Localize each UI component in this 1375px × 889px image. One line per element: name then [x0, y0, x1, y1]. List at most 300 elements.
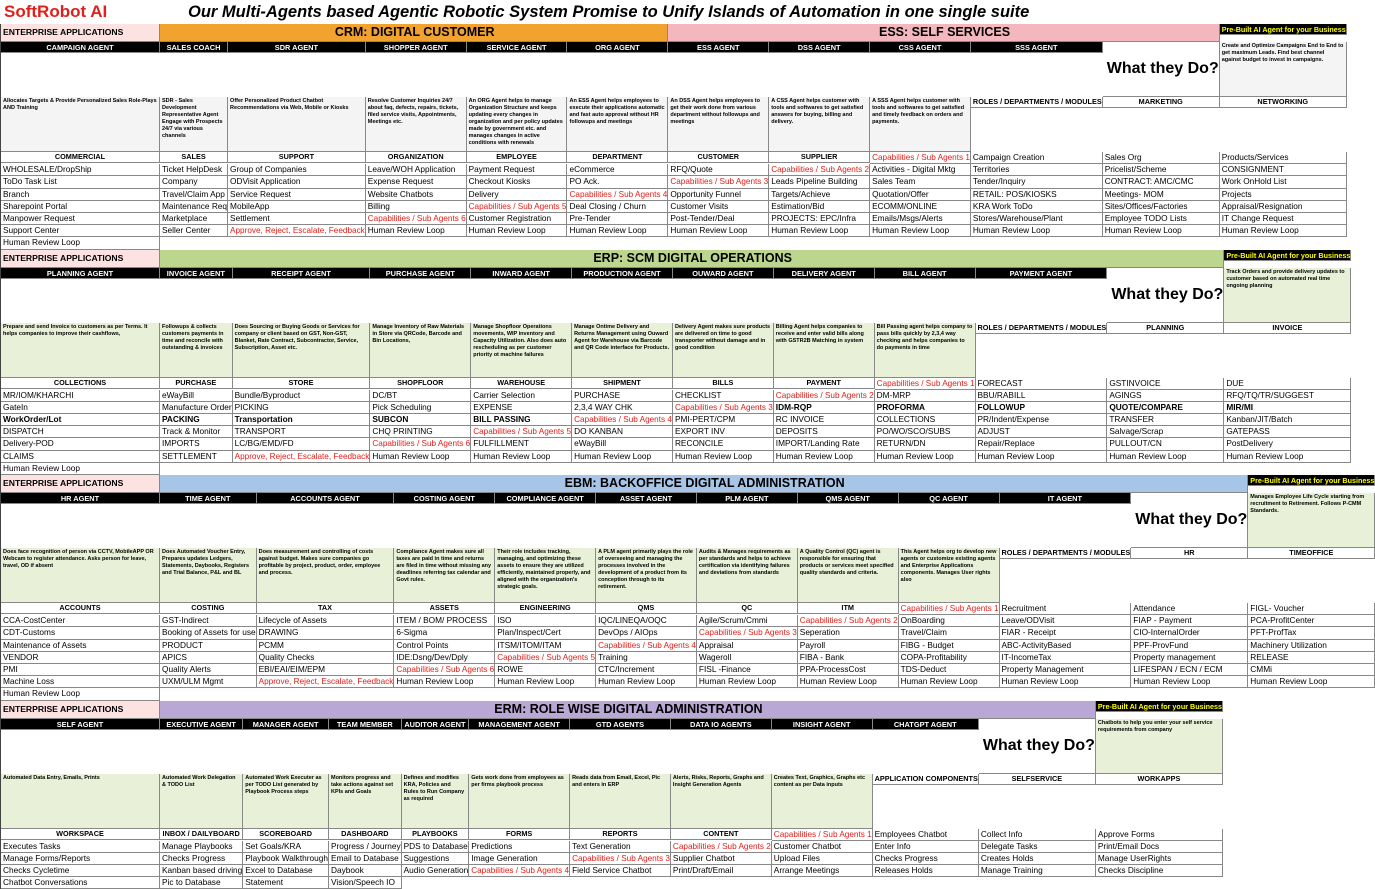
capability-cell: DISPATCH: [1, 426, 160, 438]
capability-cell: Human Review Loop: [572, 451, 673, 463]
role-header: MARKETING: [1103, 97, 1220, 108]
capability-cell: Pricelist/Scheme: [1103, 164, 1220, 176]
capability-cell: RETURN/DN: [875, 438, 976, 450]
capability-cell: Human Review Loop: [697, 676, 798, 688]
what-they-do-label: What they Do?: [1107, 268, 1224, 323]
role-header: WORKSPACE: [1, 829, 160, 840]
capability-cell: Progress / Journey: [329, 841, 402, 853]
capability-cell: Vision/Speech IO: [329, 877, 402, 889]
section-1: [0, 250, 1222, 476]
capability-cell: PostDelivery: [1224, 438, 1351, 450]
prebuilt-label: Pre-Built AI Agent for your Business: [1220, 24, 1347, 35]
agent-header: ESS AGENT: [668, 42, 769, 53]
capability-cell: Leads Pipeline Building: [769, 176, 870, 188]
capability-cell: Human Review Loop: [1224, 451, 1351, 463]
agent-header: PURCHASE AGENT: [370, 268, 471, 279]
capability-cell: Email to Database: [329, 853, 402, 865]
agent-header: DSS AGENT: [769, 42, 870, 53]
capability-cell: Payment Request: [467, 164, 568, 176]
capability-cell: Chatbot Conversations: [1, 877, 160, 889]
capability-cell: Lifecycle of Assets: [257, 615, 395, 627]
capability-label: Capabilities / Sub Agents 2: [774, 390, 875, 402]
capability-cell: PO/WO/SCO/SUBS: [875, 426, 976, 438]
capability-cell: Checkout Kiosks: [467, 176, 568, 188]
role-header: WORKAPPS: [1096, 774, 1223, 785]
role-header: ORGANIZATION: [366, 152, 467, 163]
capability-cell: Booking of Assets for use: [160, 627, 257, 639]
agent-description: Gets work done from employees as per firms playbook process: [469, 774, 570, 829]
capability-cell: OnBoarding: [899, 615, 1000, 627]
capability-cell: Deal Closing / Churn: [567, 201, 668, 213]
agent-description: Chatbots to help you enter your self service requirements from company: [1096, 719, 1223, 774]
capability-cell: Checks Discipline: [1096, 865, 1223, 877]
capability-label: Capabilities / Sub Agents 1: [772, 829, 873, 841]
agent-description: Defines and modifies KRA, Policies and Rules to Run Company as required: [402, 774, 470, 829]
capability-cell: CMMi: [1248, 664, 1375, 676]
capability-cell: RETAIL: POS/KIOSKS: [971, 189, 1103, 201]
capability-cell: Human Review Loop: [673, 451, 774, 463]
capability-cell: Human Review Loop: [774, 451, 875, 463]
enterprise-apps-label: ENTERPRISE APPLICATIONS: [1, 24, 160, 42]
agent-description: Bill Passing agent helps company to pass bills quickly by 2,3,4 way checking and helps companies to do payments in time: [875, 323, 976, 378]
capability-cell: IMPORT/Landing Rate: [774, 438, 875, 450]
role-header: COLLECTIONS: [1, 378, 160, 389]
capability-cell: Plan/Inspect/Cert: [495, 627, 596, 639]
capability-cell: Customer Chatbot: [772, 841, 873, 853]
capability-cell: Seller Center: [160, 225, 228, 237]
agent-description: Automated Work Executer as per TODO List generated by Playbook Process steps: [243, 774, 329, 829]
agent-header: ORG AGENT: [567, 42, 668, 53]
capability-cell: Delivery-POD: [1, 438, 160, 450]
capability-cell: GATEPASS: [1224, 426, 1351, 438]
capability-cell: FIAP - Payment: [1131, 615, 1248, 627]
capability-cell: Human Review Loop: [899, 676, 1000, 688]
capability-cell: Human Review Loop: [971, 225, 1103, 237]
capability-cell: CCA-CostCenter: [1, 615, 160, 627]
capability-cell: PROJECTS: EPC/Infra: [769, 213, 870, 225]
capability-cell: Maintenance Req: [160, 201, 228, 213]
capability-cell: Tender/Inquiry: [971, 176, 1103, 188]
capability-cell: Repair/Replace: [976, 438, 1108, 450]
capability-cell: Work OnHold List: [1220, 176, 1347, 188]
capability-cell: GSTINVOICE: [1107, 378, 1224, 390]
capability-cell: CONSIGNMENT: [1220, 164, 1347, 176]
capability-cell: Human Review Loop: [1, 463, 160, 475]
agent-description: Allocates Targets & Provide Personalized Sales Role-Plays AND Training: [1, 97, 160, 152]
capability-cell: Executes Tasks: [1, 841, 160, 853]
agent-description: Create and Optimize Campaigns End to End to get maximum Leads. Find best channel against budget to invest in campaigns.: [1220, 42, 1347, 97]
capability-cell: Group of Companies: [228, 164, 366, 176]
capability-cell: Targets/Achieve: [769, 189, 870, 201]
capability-label: Approve, Reject, Escalate, Feedback: [257, 676, 395, 688]
capability-cell: APICS: [160, 652, 257, 664]
what-they-do-label: What they Do?: [979, 719, 1096, 774]
capability-cell: PROFORMA: [875, 402, 976, 414]
agent-header: PAYMENT AGENT: [976, 268, 1108, 279]
section-band: ESS: SELF SERVICES: [668, 24, 1219, 42]
capability-cell: Pre-Tender: [567, 213, 668, 225]
capability-cell: 2,3,4 WAY CHK: [572, 402, 673, 414]
capability-cell: Enter Info: [873, 841, 979, 853]
capability-cell: Checks Cycletime: [1, 865, 160, 877]
capability-cell: Pick Scheduling: [370, 402, 471, 414]
capability-cell: Maintenance of Assets: [1, 640, 160, 652]
capability-cell: IMPORTS: [160, 438, 233, 450]
capability-cell: UXM/ULM Mgmt: [160, 676, 257, 688]
role-header: SELFSERVICE: [979, 774, 1096, 785]
capability-cell: Recruitment: [1000, 603, 1132, 615]
capability-cell: Human Review Loop: [471, 451, 572, 463]
capability-cell: ADJUST: [976, 426, 1108, 438]
capability-cell: Stores/Warehouse/Plant: [971, 213, 1103, 225]
capability-cell: ISO: [495, 615, 596, 627]
capability-cell: Agile/Scrum/Cmmi: [697, 615, 798, 627]
agent-description: Automated Data Entry, Emails, Prints: [1, 774, 160, 829]
capability-cell: CDT-Customs: [1, 627, 160, 639]
capability-cell: Approve Forms: [1096, 829, 1223, 841]
what-they-do-label: What they Do?: [1103, 42, 1220, 97]
capability-cell: Marketplace: [160, 213, 228, 225]
capability-cell: PICKING: [233, 402, 371, 414]
capability-cell: Expense Request: [366, 176, 467, 188]
capability-cell: Delegate Tasks: [979, 841, 1096, 853]
capability-cell: Human Review Loop: [366, 225, 467, 237]
agent-header: SERVICE AGENT: [467, 42, 568, 53]
roles-label: ROLES / DEPARTMENTS / MODULES: [971, 97, 1103, 108]
capability-label: Capabilities / Sub Agents 1: [899, 603, 1000, 615]
capability-cell: Service Request: [228, 189, 366, 201]
role-header: SCOREBOARD: [243, 829, 329, 840]
capability-cell: Training: [596, 652, 697, 664]
capability-cell: RFQ/Quote: [668, 164, 769, 176]
capability-label: Capabilities / Sub Agents 2: [798, 615, 899, 627]
role-header: HR: [1131, 548, 1248, 559]
capability-label: Capabilities / Sub Agents 3: [697, 627, 798, 639]
capability-cell: PFT-ProfTax: [1248, 627, 1375, 639]
prebuilt-label: Pre-Built AI Agent for your Business: [1096, 701, 1223, 712]
capability-cell: IT Change Request: [1220, 213, 1347, 225]
enterprise-apps-label: ENTERPRISE APPLICATIONS: [1, 475, 160, 493]
agent-description: Billing Agent helps companies to receive and enter valid bills along with GSTR2B Matching in system: [774, 323, 875, 378]
capability-cell: Appraisal/Resignation: [1220, 201, 1347, 213]
capability-cell: Human Review Loop: [1107, 451, 1224, 463]
capability-cell: DO KANBAN: [572, 426, 673, 438]
capability-cell: Human Review Loop: [668, 225, 769, 237]
capability-cell: LC/BG/EMD/FD: [233, 438, 371, 450]
capability-cell: ITSM/ITOM/ITAM: [495, 640, 596, 652]
capability-cell: Wageroll: [697, 652, 798, 664]
agent-header: CHATGPT AGENT: [873, 719, 979, 730]
agent-description: SDR - Sales Development Representative Agent Engage with Prospects 24/7 via various channels: [160, 97, 228, 152]
capability-cell: CHECKLIST: [673, 390, 774, 402]
agent-description: Reads data from Email, Excel, Pic and enters in ERP: [570, 774, 671, 829]
capability-cell: Human Review Loop: [875, 451, 976, 463]
role-header: QC: [697, 603, 798, 614]
capability-cell: Human Review Loop: [370, 451, 471, 463]
capability-cell: MIR/MI: [1224, 402, 1351, 414]
capability-cell: Human Review Loop: [798, 676, 899, 688]
capability-label: Capabilities / Sub Agents 6: [394, 664, 495, 676]
agent-description: Does face recognition of person via CCTV, MobileAPP OR Webcam to register attendance. Asks person for leave, travel, OD if absent: [1, 548, 160, 603]
capability-cell: Branch: [1, 189, 160, 201]
capability-cell: PULLOUT/CN: [1107, 438, 1224, 450]
enterprise-apps-label: ENTERPRISE APPLICATIONS: [1, 701, 160, 719]
capability-cell: PPA-ProcessCost: [798, 664, 899, 676]
section-3: [0, 701, 1222, 889]
role-header: TIMEOFFICE: [1248, 548, 1375, 559]
capability-cell: FULFILLMENT: [471, 438, 572, 450]
capability-label: Capabilities / Sub Agents 3: [673, 402, 774, 414]
prebuilt-label: Pre-Built AI Agent for your Business: [1224, 250, 1351, 261]
agent-description: Compliance Agent makes sure all taxes are paid in time and returns are filed in time without missing any deadlines referring tax calendar and Govt rules.: [394, 548, 495, 603]
agent-header: QC AGENT: [899, 493, 1000, 504]
capability-cell: Field Service Chatbot: [570, 865, 671, 877]
capability-cell: Statement: [243, 877, 329, 889]
capability-cell: COLLECTIONS: [875, 414, 976, 426]
capability-cell: Attendance: [1131, 603, 1248, 615]
agent-header: INSIGHT AGENT: [772, 719, 873, 730]
capability-cell: Human Review Loop: [394, 676, 495, 688]
agent-header: INVOICE AGENT: [160, 268, 233, 279]
capability-cell: ECOMM/ONLINE: [870, 201, 971, 213]
agent-description: Delivery Agent makes sure products are delivered on time to good transporter without damage and in good condition: [673, 323, 774, 378]
capability-cell: Control Points: [394, 640, 495, 652]
capability-cell: EXPORT INV: [673, 426, 774, 438]
capability-cell: VENDOR: [1, 652, 160, 664]
agent-description: Does measurement and controlling of costs against budget. Makes sure companies go profitable by project, product, order, employee and process.: [257, 548, 395, 603]
agent-header: PRODUCTION AGENT: [572, 268, 673, 279]
capability-cell: PO Ack.: [567, 176, 668, 188]
capability-cell: CLAIMS: [1, 451, 160, 463]
capability-label: Capabilities / Sub Agents 2: [769, 164, 870, 176]
capability-cell: PRODUCT: [160, 640, 257, 652]
capability-cell: COPA-Profitability: [899, 652, 1000, 664]
capability-cell: Human Review Loop: [1000, 676, 1132, 688]
role-header: ASSETS: [394, 603, 495, 614]
agent-description: Creates Text, Graphics, Graphs etc content as per Data inputs: [772, 774, 873, 829]
capability-cell: PR/Indent/Expense: [976, 414, 1108, 426]
capability-cell: Opportunity Funnel: [668, 189, 769, 201]
capability-cell: eWayBill: [160, 390, 233, 402]
role-header: COSTING: [160, 603, 257, 614]
role-header: FORMS: [469, 829, 570, 840]
capability-label: Capabilities / Sub Agents 4: [567, 189, 668, 201]
agent-header: PLANNING AGENT: [1, 268, 160, 279]
capability-cell: TRANSPORT: [233, 426, 371, 438]
role-header: PLAYBOOKS: [402, 829, 470, 840]
role-header: DEPARTMENT: [567, 152, 668, 163]
capability-cell: eWayBill: [572, 438, 673, 450]
capability-cell: Products/Services: [1220, 152, 1347, 164]
capability-cell: EBI/EAI/EIM/EPM: [257, 664, 395, 676]
role-header: ENGINEERING: [495, 603, 596, 614]
agent-description: Their role includes tracking, managing, and optimizing these assets to ensure they are utilized efficiently, maintained properly, and aligned with the organization's strategic goals.: [495, 548, 596, 603]
capability-cell: Print/Draft/Email: [671, 865, 772, 877]
agent-header: GTD AGENTS: [570, 719, 671, 730]
capability-cell: MR/IOM/KHARCHI: [1, 390, 160, 402]
capability-cell: PDS to Database: [402, 841, 470, 853]
capability-cell: Sharepoint Portal: [1, 201, 160, 213]
capability-cell: Sales Team: [870, 176, 971, 188]
agent-description: Does Sourcing or Buying Goods or Services for company or client based on GST, Non-GST, Blanket, Rate Contract, Subcontractor, Service, Subscription, Asset etc.: [233, 323, 371, 378]
agent-description: An ESS Agent helps employees to execute their applications automatic and fast auto approval without HR followups and meetings: [567, 97, 668, 152]
role-header: TAX: [257, 603, 395, 614]
agent-header: HR AGENT: [1, 493, 160, 504]
role-header: CONTENT: [671, 829, 772, 840]
role-header: INVOICE: [1224, 323, 1351, 334]
capability-label: Approve, Reject, Escalate, Feedback: [228, 225, 366, 237]
role-header: SUPPLIER: [769, 152, 870, 163]
capability-cell: Support Center: [1, 225, 160, 237]
capability-label: Capabilities / Sub Agents 2: [671, 841, 772, 853]
capability-cell: Print/Email Docs: [1096, 841, 1223, 853]
role-header: SHOPFLOOR: [370, 378, 471, 389]
capability-cell: Emails/Msgs/Alerts: [870, 213, 971, 225]
agent-header: OUWARD AGENT: [673, 268, 774, 279]
role-header: EMPLOYEE: [467, 152, 568, 163]
capability-cell: FIBA - Bank: [798, 652, 899, 664]
capability-cell: Post-Tender/Deal: [668, 213, 769, 225]
capability-cell: Manage UserRights: [1096, 853, 1223, 865]
capability-label: Capabilities / Sub Agents 4: [572, 414, 673, 426]
capability-cell: Predictions: [469, 841, 570, 853]
capability-cell: Appraisal: [697, 640, 798, 652]
capability-cell: Sites/Offices/Factories: [1103, 201, 1220, 213]
capability-cell: Meetings- MOM: [1103, 189, 1220, 201]
capability-cell: Human Review Loop: [1248, 676, 1375, 688]
capability-cell: RC INVOICE: [774, 414, 875, 426]
capability-cell: Manufacture Order: [160, 402, 233, 414]
capability-cell: BBU/RABILL: [976, 390, 1108, 402]
header: [0, 0, 1224, 24]
capability-cell: Human Review Loop: [769, 225, 870, 237]
capability-cell: Human Review Loop: [1, 688, 160, 700]
capability-cell: Territories: [971, 164, 1103, 176]
agent-header: RECEIPT AGENT: [233, 268, 371, 279]
capability-label: Approve, Reject, Escalate, Feedback: [233, 451, 371, 463]
capability-cell: Travel/Claim: [899, 627, 1000, 639]
capability-cell: Delivery: [467, 189, 568, 201]
capability-cell: Estimation/Bid: [769, 201, 870, 213]
capability-cell: Playbook Walkthrough: [243, 853, 329, 865]
capability-cell: Track & Monitor: [160, 426, 233, 438]
capability-cell: Payroll: [798, 640, 899, 652]
role-header: REPORTS: [570, 829, 671, 840]
capability-label: Capabilities / Sub Agents 6: [366, 213, 467, 225]
capability-cell: PPF-ProvFund: [1131, 640, 1248, 652]
agent-header: COSTING AGENT: [394, 493, 495, 504]
capability-cell: Human Review Loop: [1131, 676, 1248, 688]
agent-header: INWARD AGENT: [471, 268, 572, 279]
capability-cell: Human Review Loop: [1220, 225, 1347, 237]
agent-header: ACCOUNTS AGENT: [257, 493, 395, 504]
capability-cell: CTC/Increment: [596, 664, 697, 676]
capability-label: Capabilities / Sub Agents 6: [370, 438, 471, 450]
capability-cell: Kanban/JIT/Batch: [1224, 414, 1351, 426]
role-header: DASHBOARD: [329, 829, 402, 840]
enterprise-apps-label: ENTERPRISE APPLICATIONS: [1, 250, 160, 268]
capability-label: Capabilities / Sub Agents 3: [570, 853, 671, 865]
capability-cell: SUBCON: [370, 414, 471, 426]
capability-label: Capabilities / Sub Agents 4: [596, 640, 697, 652]
capability-cell: Machinery Utilization: [1248, 640, 1375, 652]
capability-cell: FISL -Finance: [697, 664, 798, 676]
agent-description: Resolve Customer Inquiries 24/7 about faq, defects, repairs, tickets, filed service visits, Appointments, Meetings etc.: [366, 97, 467, 152]
capability-cell: IQC/LINEQA/OQC: [596, 615, 697, 627]
capability-label: Capabilities / Sub Agents 1: [875, 378, 976, 390]
agent-description: Alerts, Risks, Reports, Graphs and Insight Generation Agents: [671, 774, 772, 829]
role-header: QMS: [596, 603, 697, 614]
capability-cell: Checks Progress: [160, 853, 243, 865]
tagline: Our Multi-Agents based Agentic Robotic System Promise to Unify Islands of Automation in one single suite: [188, 3, 1029, 22]
capability-cell: Upload Files: [772, 853, 873, 865]
capability-cell: DEPOSITS: [774, 426, 875, 438]
capability-cell: IT-IncomeTax: [1000, 652, 1132, 664]
role-header: WAREHOUSE: [471, 378, 572, 389]
section-0: [0, 24, 1222, 250]
capability-cell: DevOps / AIOps: [596, 627, 697, 639]
capability-cell: CIO-InternalOrder: [1131, 627, 1248, 639]
capability-cell: MobileApp: [228, 201, 366, 213]
capability-cell: Human Review Loop: [870, 225, 971, 237]
capability-label: Capabilities / Sub Agents 5: [495, 652, 596, 664]
role-header: PAYMENT: [774, 378, 875, 389]
capability-cell: Machine Loss: [1, 676, 160, 688]
role-header: COMMERCIAL: [1, 152, 160, 163]
capability-cell: Audio Generation: [402, 865, 470, 877]
capability-cell: Supplier Chatbot: [671, 853, 772, 865]
capability-cell: Text Generation: [570, 841, 671, 853]
capability-cell: IDM-RQP: [774, 402, 875, 414]
agent-header: COMPLIANCE AGENT: [495, 493, 596, 504]
capability-cell: Property management: [1131, 652, 1248, 664]
capability-cell: 6-Sigma: [394, 627, 495, 639]
agent-header: MANAGER AGENT: [243, 719, 329, 730]
roles-label: ROLES / DEPARTMENTS / MODULES: [1000, 548, 1132, 559]
capability-cell: RFQ/TQ/TR/SUGGEST: [1224, 390, 1351, 402]
agent-description: An ORG Agent helps to manage Organization Structure and keeps updating every changes in organization and per policy updates made by government etc. and manages changes in active conditions with renewals: [467, 97, 568, 152]
capability-cell: Human Review Loop: [467, 225, 568, 237]
capability-cell: ODVisit Application: [228, 176, 366, 188]
capability-cell: Salvage/Scrap: [1107, 426, 1224, 438]
agent-header: SELF AGENT: [1, 719, 160, 730]
agent-description: A SSS Agent helps customer with tools and softwares to get satisfied and timely feedback on orders and payments.: [870, 97, 971, 152]
roles-label: APPLICATION COMPONENTS: [873, 774, 979, 785]
capability-cell: Activities - Digital Mktg: [870, 164, 971, 176]
agent-description: Monitors progress and take actions against set KPIs and Goals: [329, 774, 402, 829]
capability-cell: Daybook: [329, 865, 402, 877]
role-header: BILLS: [673, 378, 774, 389]
capability-cell: WorkOrder/Lot: [1, 414, 160, 426]
agent-header: PLM AGENT: [697, 493, 798, 504]
capability-cell: Quality Alerts: [160, 664, 257, 676]
agent-description: Automated Work Delegation & TODO List: [160, 774, 243, 829]
capability-cell: SETTLEMENT: [160, 451, 233, 463]
capability-cell: Carrier Selection: [471, 390, 572, 402]
capability-cell: Bundle/Byproduct: [233, 390, 371, 402]
section-band: ERP: SCM DIGITAL OPERATIONS: [160, 250, 1224, 268]
agent-description: This Agent helps org to develop new agents or customize existing agents and Enterprise Applications components. Manages User rights also: [899, 548, 1000, 603]
capability-cell: Sales Org: [1103, 152, 1220, 164]
capability-cell: Website Chatbots: [366, 189, 467, 201]
capability-cell: Arrange Meetings: [772, 865, 873, 877]
capability-cell: DM-MRP: [875, 390, 976, 402]
capability-cell: IDE:Dsng/Dev/Dply: [394, 652, 495, 664]
capability-cell: Human Review Loop: [976, 451, 1108, 463]
capability-cell: Quality Checks: [257, 652, 395, 664]
capability-cell: Projects: [1220, 189, 1347, 201]
capability-cell: CONTRACT: AMC/CMC: [1103, 176, 1220, 188]
